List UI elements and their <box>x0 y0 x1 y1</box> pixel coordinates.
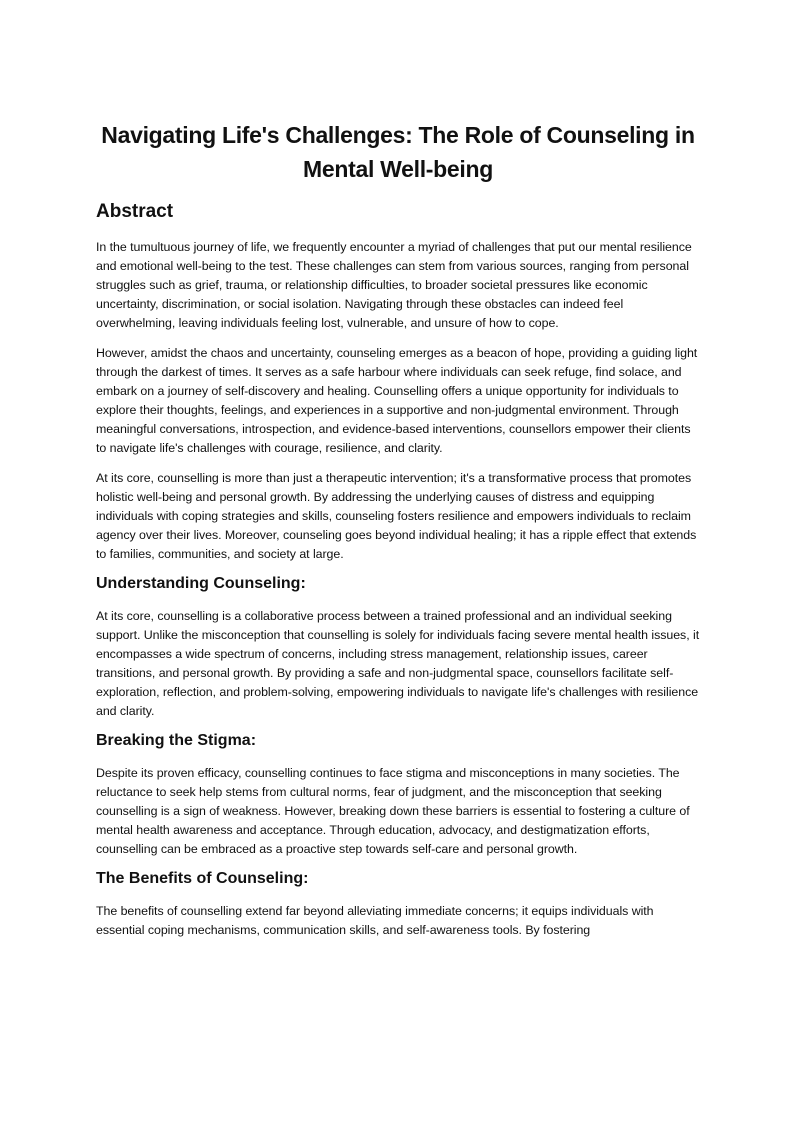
section-heading-abstract: Abstract <box>96 201 174 222</box>
section-abstract <box>96 198 700 564</box>
abstract-paragraph-1: In the tumultuous journey of life, we frequently encounter a myriad of challenges that put our mental resilience and emotional well-being to the test. These challenges can stem from various sources, ranging from personal struggles such as grief, trauma, or relationship difficulties, to broader societal pressures like economic uncertainty, discrimination, or social isolation. Navigating through these obstacles can indeed feel overwhelming, leaving individuals feeling lost, vulnerable, and unsure of how to cope. <box>96 240 692 330</box>
document-title: Navigating Life's Challenges: The Role of Counseling in Mental Well-being <box>101 122 695 182</box>
abstract-paragraph-2: However, amidst the chaos and uncertainty, counseling emerges as a beacon of hope, providing a guiding light through the darkest of times. It serves as a safe harbour where individuals can seek refuge, find solace, and embark on a journey of self-discovery and healing. Counselling offers a unique opportunity for individuals to explore their thoughts, feelings, and experiences in a supportive and non-judgmental environment. Through meaningful conversations, introspection, and evidence-based interventions, counsellors empower their clients to navigate life's challenges with courage, resilience, and clarity. <box>96 346 698 455</box>
breaking-the-stigma-paragraph: Despite its proven efficacy, counselling continues to face stigma and misconceptions in many societies. The reluctance to seek help stems from cultural norms, fear of judgment, and the misconception that seeking counselling is a sign of weakness. However, breaking down these barriers is essential to fostering a culture of mental health awareness and acceptance. Through education, advocacy, and destigmatization efforts, counselling can be embraced as a proactive step towards self-care and personal growth. <box>96 766 690 856</box>
section-understanding-counseling <box>96 572 700 721</box>
abstract-paragraph-3: At its core, counselling is more than just a therapeutic intervention; it's a transformative process that promotes holistic well-being and personal growth. By addressing the underlying causes of distress and equipping individuals with coping strategies and skills, counseling fosters resilience and empowers individuals to reclaim agency over their lives. Moreover, counseling goes beyond individual healing; it has a ripple effect that extends to families, communities, and society at large. <box>96 471 697 561</box>
section-heading-understanding-counseling: Understanding Counseling: <box>96 575 306 592</box>
document-page <box>96 118 700 951</box>
benefits-of-counseling-paragraph: The benefits of counselling extend far beyond alleviating immediate concerns; it equips individuals with essential coping mechanisms, communication skills, and self-awareness tools. By fostering <box>96 904 654 937</box>
section-heading-breaking-the-stigma: Breaking the Stigma: <box>96 732 257 749</box>
section-heading-benefits-of-counseling: The Benefits of Counseling: <box>96 870 309 887</box>
understanding-counseling-paragraph: At its core, counselling is a collaborative process between a trained professional and an individual seeking support. Unlike the misconception that counselling is solely for individuals facing severe mental health issues, it encompasses a wide spectrum of concerns, including stress management, relationship issues, career transitions, and personal growth. By providing a safe and non-judgmental space, counsellors facilitate self-exploration, reflection, and problem-solving, empowering individuals to navigate life's challenges with resilience and clarity. <box>96 609 700 718</box>
section-benefits-of-counseling <box>96 867 700 940</box>
section-breaking-the-stigma <box>96 729 700 859</box>
